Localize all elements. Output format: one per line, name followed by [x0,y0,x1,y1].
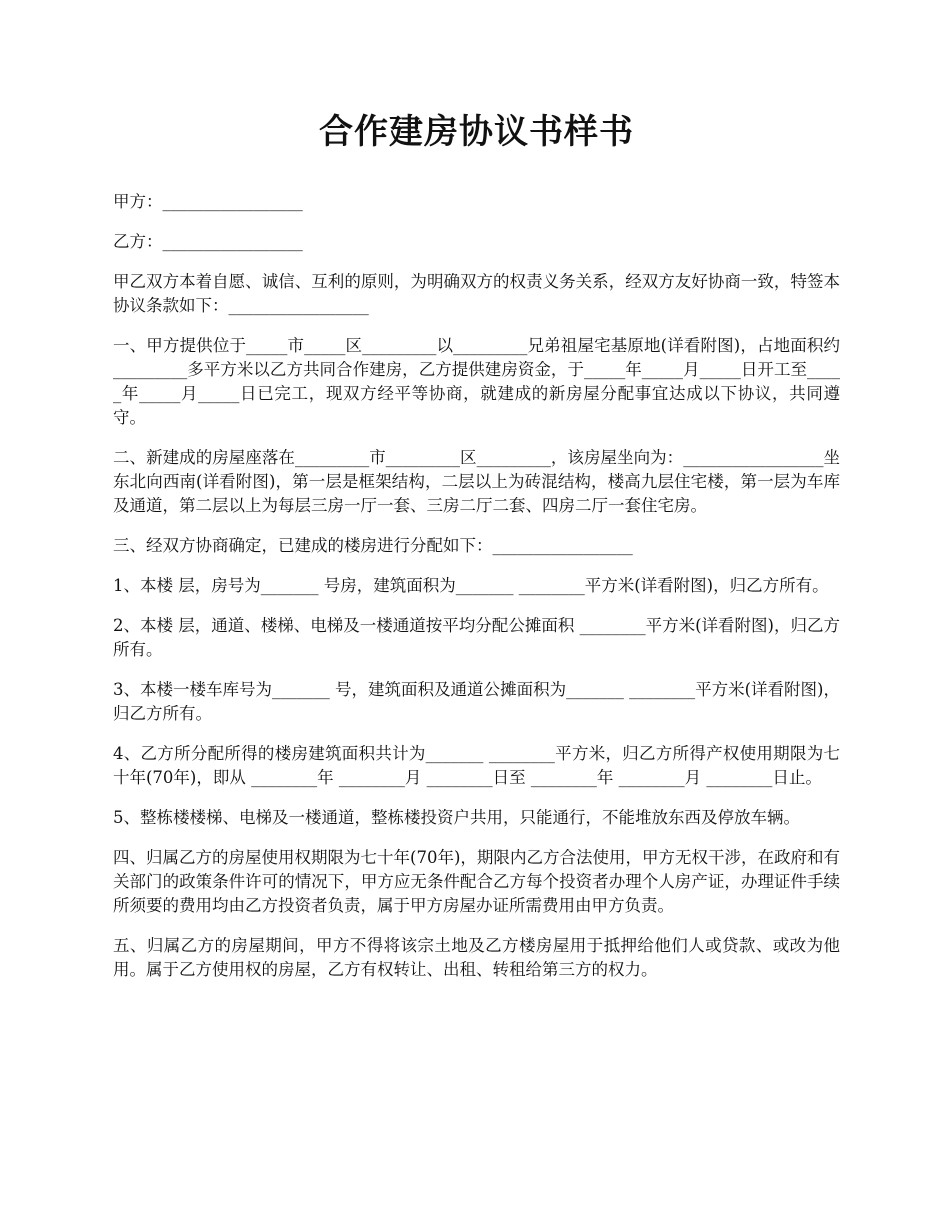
clause-2-paragraph: 二、新建成的房屋座落在_________市_________区_________，该房屋坐向为：_________________坐东北向西南(详看附图)，第一层是框架结构，二层以上为砖混结构，楼高九层住宅楼，第一层为车库及通道，第二层以上为每层三房一厅一套、三房二厅二套、四房二厅一套住宅房。 [113,448,840,515]
clause-3-item-2: 2、本楼 层，通道、楼梯、电梯及一楼通道按平均分配公摊面积 ________平方米(详看附图)，归乙方所有。 [113,616,840,659]
document-title: 合作建房协议书样书 [319,112,634,152]
clause-3-item-3: 3、本楼一楼车库号为_______ 号，建筑面积及通道公摊面积为_______ ________平方米(详看附图)，归乙方所有。 [113,680,840,723]
clause-3-item-5: 5、整栋楼楼梯、电梯及一楼通道，整栋楼投资户共用，只能通行，不能堆放东西及停放车辆。 [113,808,800,827]
clause-3-paragraph: 三、经双方协商确定，已建成的楼房进行分配如下：_________________ [113,536,633,555]
clause-5-paragraph: 五、归属乙方的房屋期间，甲方不得将该宗土地及乙方楼房屋用于抵押给他们人或贷款、或改为他用。属于乙方使用权的房屋，乙方有权转让、出租、转租给第三方的权力。 [113,936,840,979]
clause-1-paragraph: 一、甲方提供位于_____市_____区_________以_________兄弟祖屋宅基原地(详看附图)，占地面积约_________多平方米以乙方共同合作建房，乙方提供建房资金，于_____年_____月_____日开工至_____年_____月_____日已完工，现双方经平等协商，就建成的新房屋分配事宜达成以下协议，共同遵守。 [113,336,841,427]
party-b-line: 乙方：_________________ [113,232,303,251]
preamble-paragraph: 甲乙双方本着自愿、诚信、互利的原则，为明确双方的权责义务关系，经双方友好协商一致，特签本协议条款如下：_________________ [113,272,840,315]
clause-4-paragraph: 四、归属乙方的房屋使用权期限为七十年(70年)，期限内乙方合法使用，甲方无权干涉，在政府和有关部门的政策条件许可的情况下，甲方应无条件配合乙方每个投资者办理个人房产证，办理证件手续所须要的费用均由乙方投资者负责，属于甲方房屋办证所需费用由甲方负责。 [113,848,840,915]
party-a-line: 甲方：_________________ [113,192,303,211]
clause-3-item-1: 1、本楼 层，房号为_______ 号房，建筑面积为_______ ________平方米(详看附图)，归乙方所有。 [113,576,829,595]
document-page [113,108,840,998]
clause-3-item-4: 4、乙方所分配所得的楼房建筑面积共计为_______ ________平方米，归乙方所得产权使用期限为七十年(70年)，即从 ________年 ________月 ________日至 ________年 ________月 ________日止。 [113,744,840,787]
